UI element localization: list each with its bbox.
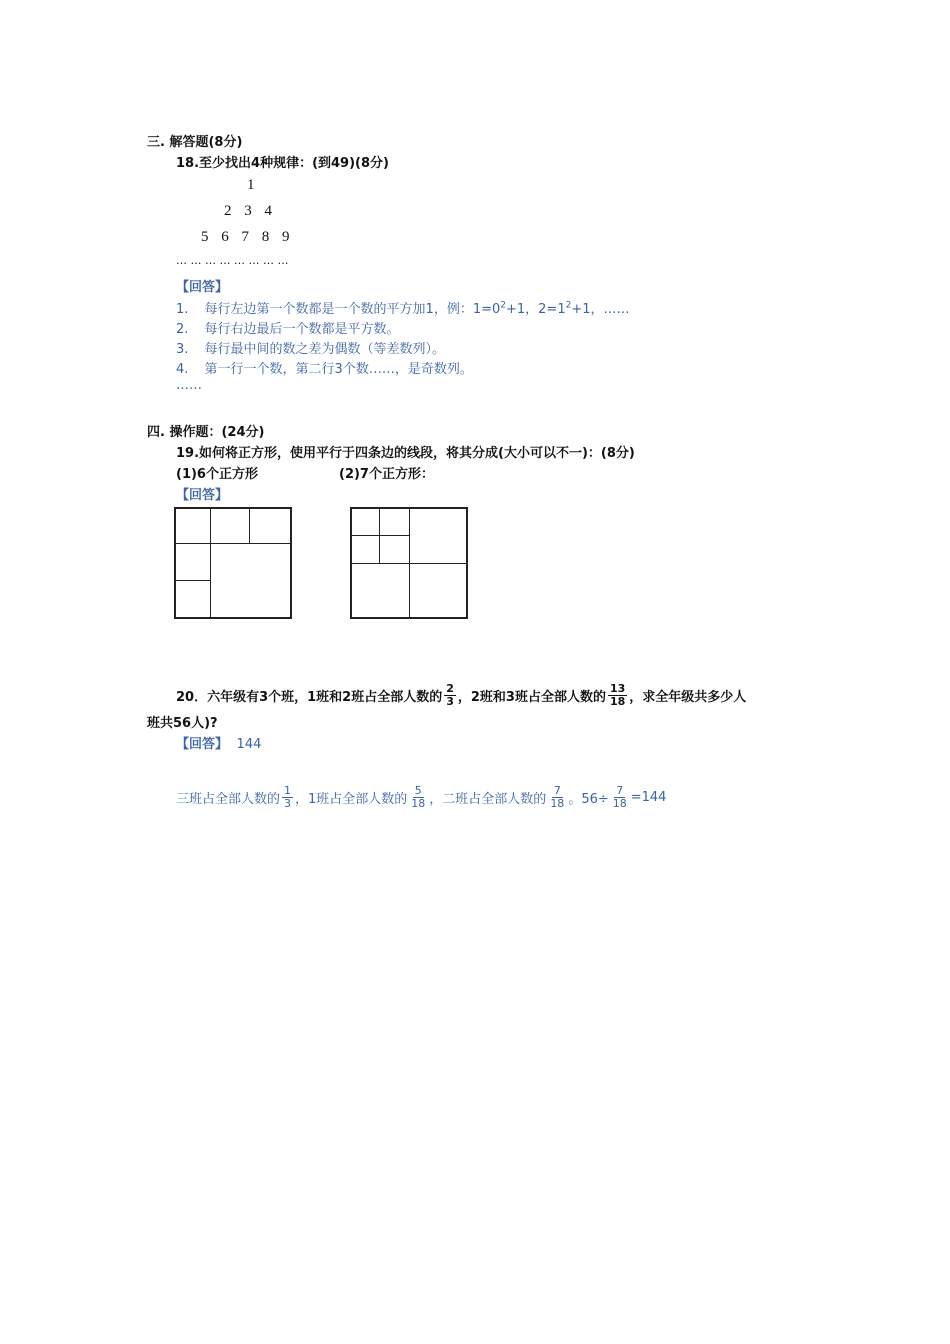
- square-cell: [409, 508, 467, 564]
- superscript: 2: [500, 300, 506, 311]
- square-cell: [210, 508, 250, 544]
- denominator: 18: [411, 796, 426, 810]
- six-squares-figure: [174, 507, 292, 619]
- q20-answer-label: 【回答】: [176, 737, 229, 752]
- pattern-number: 2: [224, 203, 232, 219]
- numerator: 7: [553, 783, 561, 797]
- pattern-ellipsis: … … … … … … … …: [176, 254, 289, 267]
- square-cell: [175, 580, 211, 618]
- answer-text: 每行右边最后一个数都是平方数。: [204, 322, 400, 337]
- answer-text: 每行左边第一个数都是一个数的平方加1，例：1=0: [204, 302, 501, 317]
- denominator: 18: [612, 796, 627, 810]
- fraction: [409, 785, 427, 810]
- answer-text: +1，2=1: [506, 302, 566, 317]
- square-cell: [351, 508, 380, 536]
- solution-text: =144: [630, 789, 667, 805]
- answer-text: +1，……: [571, 302, 630, 317]
- pattern-number: 7: [241, 229, 249, 245]
- seven-squares-figure: [350, 507, 468, 619]
- square-cell: [379, 535, 410, 564]
- q18-answer-4: [176, 358, 473, 377]
- answer-text: 每行最中间的数之差为偶数（等差数列）。: [204, 342, 446, 357]
- fraction: [548, 785, 566, 810]
- pattern-number: 4: [264, 203, 272, 219]
- square-cell: [379, 508, 410, 536]
- q19-part-2: (2)7个正方形：: [339, 467, 434, 482]
- denominator: 18: [550, 796, 565, 810]
- q19-prompt: 19.如何将正方形，使用平行于四条边的线段，将其分成(大小可以不一)：(8分): [176, 446, 635, 461]
- q19-part-1: (1)6个正方形: [176, 467, 258, 482]
- q18-answer-3: [176, 338, 445, 357]
- q20-answer-value: 144: [236, 737, 262, 752]
- square-cell: [351, 563, 410, 618]
- solution-text: ，1班占全部人数的: [295, 791, 408, 807]
- numerator: 1: [284, 783, 292, 797]
- square-cell: [175, 543, 211, 581]
- square-cell: [351, 535, 380, 564]
- denominator: 3: [446, 694, 454, 708]
- answer-number: 2.: [176, 322, 189, 337]
- pattern-number: 9: [282, 229, 290, 245]
- q18-answer-label: 【回答】: [176, 280, 229, 295]
- square-cell: [175, 508, 211, 544]
- fraction: [608, 683, 627, 708]
- q18-more: ……: [176, 378, 202, 393]
- pattern-number: 5: [201, 229, 209, 245]
- pattern-number: 8: [261, 229, 270, 245]
- denominator: 18: [609, 694, 626, 708]
- answer-number: 4.: [176, 362, 189, 377]
- q20-prompt-cont: 班共56人)?: [147, 716, 218, 731]
- q18-prompt: 18.至少找出4种规律：(到49)(8分): [176, 156, 389, 171]
- square-cell: [409, 563, 467, 618]
- q20-answer: [176, 733, 261, 752]
- fraction: [611, 785, 629, 810]
- answer-text: 第一行一个数，第二行3个数……，是奇数列。: [204, 362, 473, 377]
- q20-text: ，2班和3班占全部人数的: [457, 689, 606, 705]
- section-4-heading: 四. 操作题：(24分): [147, 425, 265, 440]
- solution-text: 三班占全部人数的: [176, 791, 281, 807]
- solution-text: ，二班占全部人数的: [429, 791, 547, 807]
- square-cell: [210, 543, 291, 618]
- numerator: 7: [616, 783, 624, 797]
- pattern-row-2: [224, 203, 272, 220]
- answer-number: 3.: [176, 342, 189, 357]
- pattern-number: 3: [244, 203, 252, 219]
- solution-text: 。56÷: [568, 791, 609, 807]
- numerator: 5: [414, 783, 422, 797]
- denominator: 3: [284, 796, 292, 810]
- q20-prompt: [176, 677, 746, 713]
- fraction: [444, 683, 456, 708]
- pattern-row-1: 1: [247, 177, 255, 193]
- answer-number: 1.: [176, 302, 189, 317]
- q18-answer-1: [176, 298, 630, 317]
- q20-solution: [176, 779, 666, 815]
- pattern-row-3: [201, 229, 290, 246]
- square-cell: [249, 508, 291, 544]
- superscript: 2: [565, 300, 572, 311]
- fraction: [282, 785, 293, 810]
- q20-text: 20．六年级有3个班，1班和2班占全部人数的: [176, 689, 443, 705]
- q18-answer-2: [176, 318, 400, 337]
- numerator: 2: [446, 681, 454, 695]
- q19-answer-label: 【回答】: [176, 488, 229, 503]
- q20-text: ，求全年级共多少人: [629, 689, 747, 705]
- section-3-heading: 三. 解答题(8分): [147, 135, 243, 150]
- pattern-number: 6: [221, 229, 229, 245]
- numerator: 13: [609, 681, 626, 695]
